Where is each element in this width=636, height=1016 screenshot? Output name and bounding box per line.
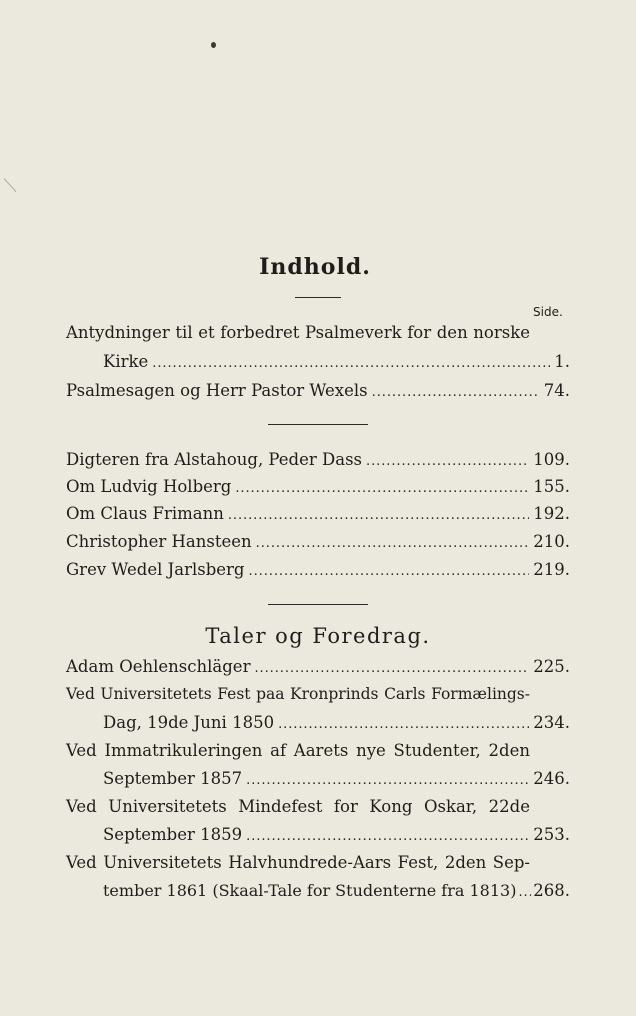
toc-entry-1-text-cont: Kirke [103, 352, 149, 371]
toc-entry-1-line-1 [66, 323, 530, 351]
leader-dots [249, 560, 530, 579]
toc-entry-6-page: 210. [533, 532, 570, 551]
toc-entry-9 [103, 713, 570, 741]
leader-dots [518, 881, 531, 900]
toc-entry-10-page: 246. [533, 769, 570, 788]
page-title: Indhold. [259, 254, 371, 280]
section-rule-1 [268, 424, 368, 425]
toc-entry-4-text: Om Ludvig Holberg [66, 477, 232, 496]
toc-entry-10-line-1 [66, 741, 530, 769]
toc-entry-4-page: 155. [533, 477, 570, 496]
toc-entry-2 [66, 381, 570, 409]
leader-dots [278, 713, 529, 732]
section-heading: Taler og Foredrag. [205, 624, 431, 648]
toc-entry-11 [103, 825, 570, 853]
toc-entry-9-page: 234. [533, 713, 570, 732]
toc-entry-10 [103, 769, 570, 797]
toc-entry-10-text-cont: September 1857 [103, 769, 243, 788]
leader-dots [246, 769, 529, 788]
toc-entry-1-page: 1. [554, 352, 570, 371]
toc-entry-3-text: Digteren fra Alstahoug, Peder Dass [66, 450, 363, 469]
toc-entry-12-line-1 [66, 853, 530, 881]
toc-entry-3 [66, 450, 570, 478]
toc-entry-4 [66, 477, 570, 505]
toc-entry-8-page: 225. [533, 657, 570, 676]
margin-mark [4, 178, 17, 192]
toc-entry-1 [103, 352, 570, 380]
title-rule [295, 297, 341, 298]
toc-entry-2-text: Psalmesagen og Herr Pastor Wexels [66, 381, 368, 400]
leader-dots [246, 825, 529, 844]
toc-entry-3-page: 109. [533, 450, 570, 469]
toc-entry-11-line-1 [66, 797, 530, 825]
toc-entry-5-page: 192. [533, 504, 570, 523]
toc-entry-12-text-cont: tember 1861 (Skaal-Tale for Studenterne fra 1813) [103, 881, 517, 900]
toc-entry-8-text: Adam Oehlenschläger [66, 657, 251, 676]
toc-entry-5 [66, 504, 570, 532]
toc-entry-9-text-cont: Dag, 19de Juni 1850 [103, 713, 275, 732]
toc-entry-10-text: Ved Immatrikuleringen af Aarets nye Studenter, 2den [66, 741, 530, 760]
toc-entry-1-text: Antydninger til et forbedret Psalmeverk for den norske [66, 323, 530, 342]
toc-entry-5-text: Om Claus Frimann [66, 504, 224, 523]
side-column-label: Side. [533, 305, 563, 319]
toc-entry-11-page: 253. [533, 825, 570, 844]
toc-entry-7 [66, 560, 570, 588]
toc-entry-7-text: Grev Wedel Jarlsberg [66, 560, 245, 579]
toc-entry-12-page: 268. [533, 881, 570, 900]
section-rule-2 [268, 604, 368, 605]
leader-dots [254, 657, 529, 676]
leader-dots [256, 532, 530, 551]
toc-entry-6 [66, 532, 570, 560]
ink-speck [211, 42, 216, 48]
leader-dots [372, 381, 540, 400]
toc-entry-12-text: Ved Universitetets Halvhundrede-Aars Fest, 2den Sep- [66, 853, 530, 872]
leader-dots [152, 352, 550, 371]
toc-entry-12 [103, 881, 570, 909]
toc-entry-8 [66, 657, 570, 685]
toc-entry-11-text: Ved Universitetets Mindefest for Kong Oskar, 22de [66, 797, 530, 816]
toc-entry-9-text: Ved Universitetets Fest paa Kronprinds Carls Formælings- [66, 685, 530, 703]
leader-dots [235, 477, 529, 496]
leader-dots [366, 450, 529, 469]
toc-entry-6-text: Christopher Hansteen [66, 532, 252, 551]
leader-dots [228, 504, 529, 523]
toc-entry-11-text-cont: September 1859 [103, 825, 243, 844]
toc-entry-9-line-1 [66, 685, 530, 713]
toc-entry-7-page: 219. [533, 560, 570, 579]
toc-entry-2-page: 74. [543, 381, 570, 400]
